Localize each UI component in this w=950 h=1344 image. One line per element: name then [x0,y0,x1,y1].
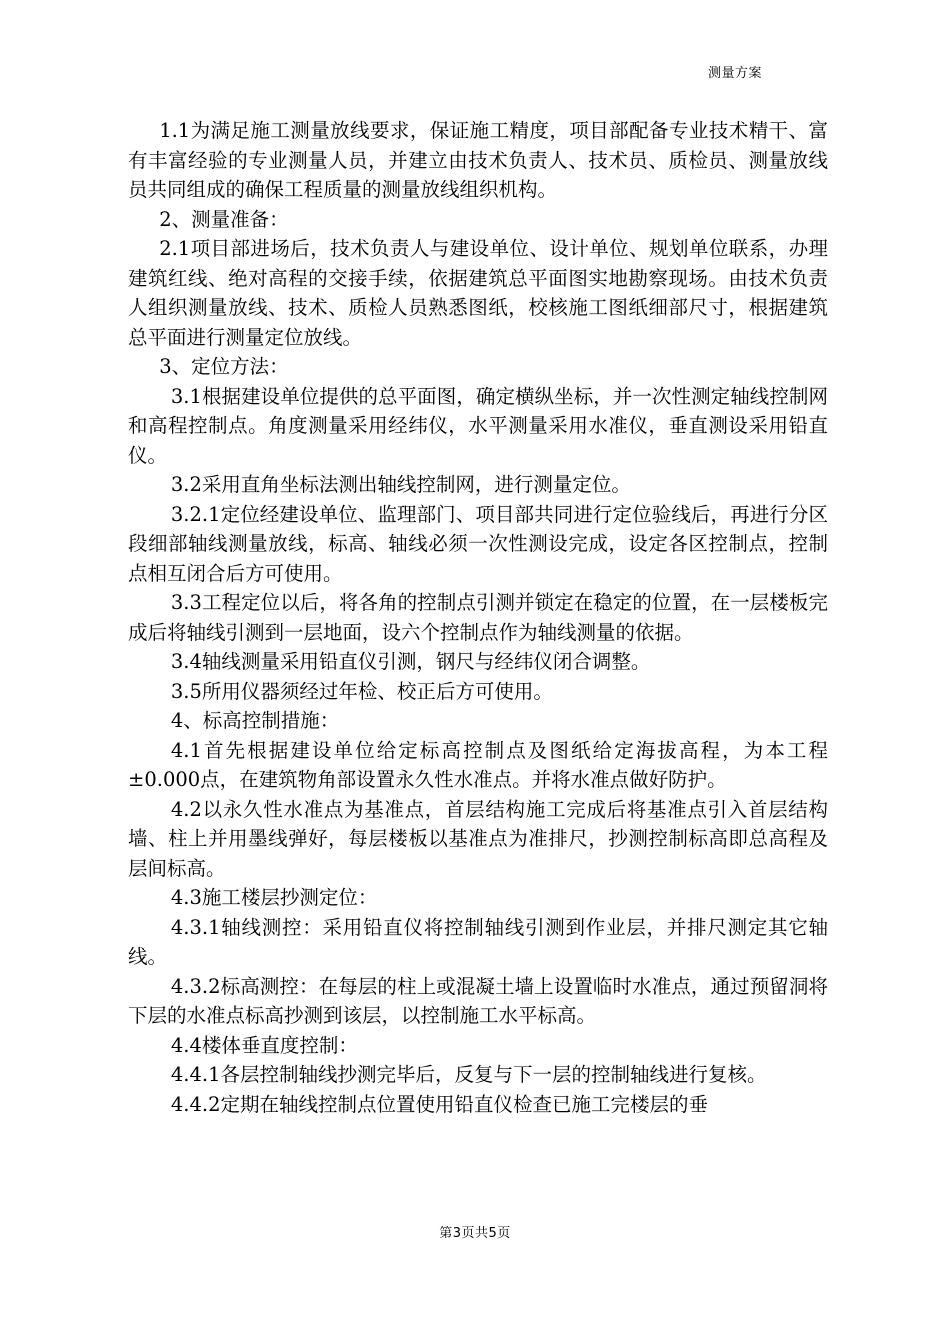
paragraph: 2.1项目部进场后，技术负责人与建设单位、设计单位、规划单位联系，办理建筑红线、绝对高程的交接手续，依据建筑总平面图实地勘察现场。由技术负责人组织测量放线、技术、质检人员熟悉图纸，校核施工图纸细部尺寸，根据建筑总平面进行测量定位放线。 [128,237,828,349]
paragraph: 4.1首先根据建设单位给定标高控制点及图纸给定海拔高程，为本工程±0.000点，在建筑物角部设置永久性水准点。并将水准点做好防护。 [128,738,828,791]
paragraph: 3.4轴线测量采用铅直仪引测，钢尺与经纬仪闭合调整。 [170,650,651,673]
section-heading: 3、定位方法： [159,355,289,378]
paragraph: 4.2以永久性水准点为基准点，首层结构施工完成后将基准点引入首层结构墙、柱上并用墨线弹好，每层楼板以基准点为准排尺，抄测控制标高即总高程及层间标高。 [128,797,828,880]
paragraph: 1.1为满足施工测量放线要求，保证施工精度，项目部配备专业技术精干、富有丰富经验的专业测量人员，并建立由技术负责人、技术员、质检员、测量放线员共同组成的确保工程质量的测量放线组织机构。 [128,119,828,201]
page-footer-number: 第3页共5页 [439,1226,511,1241]
section-heading: 4、标高控制措施： [170,709,340,732]
paragraph: 4.4楼体垂直度控制： [170,1033,358,1057]
paragraph: 4.4.1各层控制轴线抄测完毕后，反复与下一层的控制轴线进行复核。 [170,1063,767,1086]
document-body [128,116,828,1119]
paragraph: 3.5所用仪器须经过年检、校正后方可使用。 [170,679,553,703]
paragraph: 3.1根据建设单位提供的总平面图，确定横纵坐标，并一次性测定轴线控制网和高程控制点。角度测量采用经纬仪，水平测量采用水准仪，垂直测设采用铅直仪。 [128,384,828,467]
page-header-title: 测量方案 [708,66,763,81]
paragraph: 4.3.2标高测控：在每层的柱上或混凝土墙上设置临时水准点，通过预留洞将下层的水准点标高抄测到该层，以控制施工水平标高。 [128,974,828,1027]
paragraph: 3.3工程定位以后，将各角的控制点引测并锁定在稳定的位置，在一层楼板完成后将轴线引测到一层地面，设六个控制点作为轴线测量的依据。 [128,591,828,644]
paragraph: 3.2.1定位经建设单位、监理部门、项目部共同进行定位验线后，再进行分区段细部轴线测量放线，标高、轴线必须一次性测设完成，设定各区控制点，控制点相互闭合后方可使用。 [128,502,828,585]
paragraph: 4.4.2定期在轴线控制点位置使用铅直仪检查已施工完楼层的垂 [170,1092,709,1116]
paragraph: 4.3施工楼层抄测定位： [170,886,378,909]
paragraph: 4.3.1轴线测控：采用铅直仪将控制轴线引测到作业层，并排尺测定其它轴线。 [128,915,828,968]
section-heading: 2、测量准备： [159,207,289,231]
paragraph: 3.2采用直角坐标法测出轴线控制网，进行测量定位。 [170,473,631,496]
